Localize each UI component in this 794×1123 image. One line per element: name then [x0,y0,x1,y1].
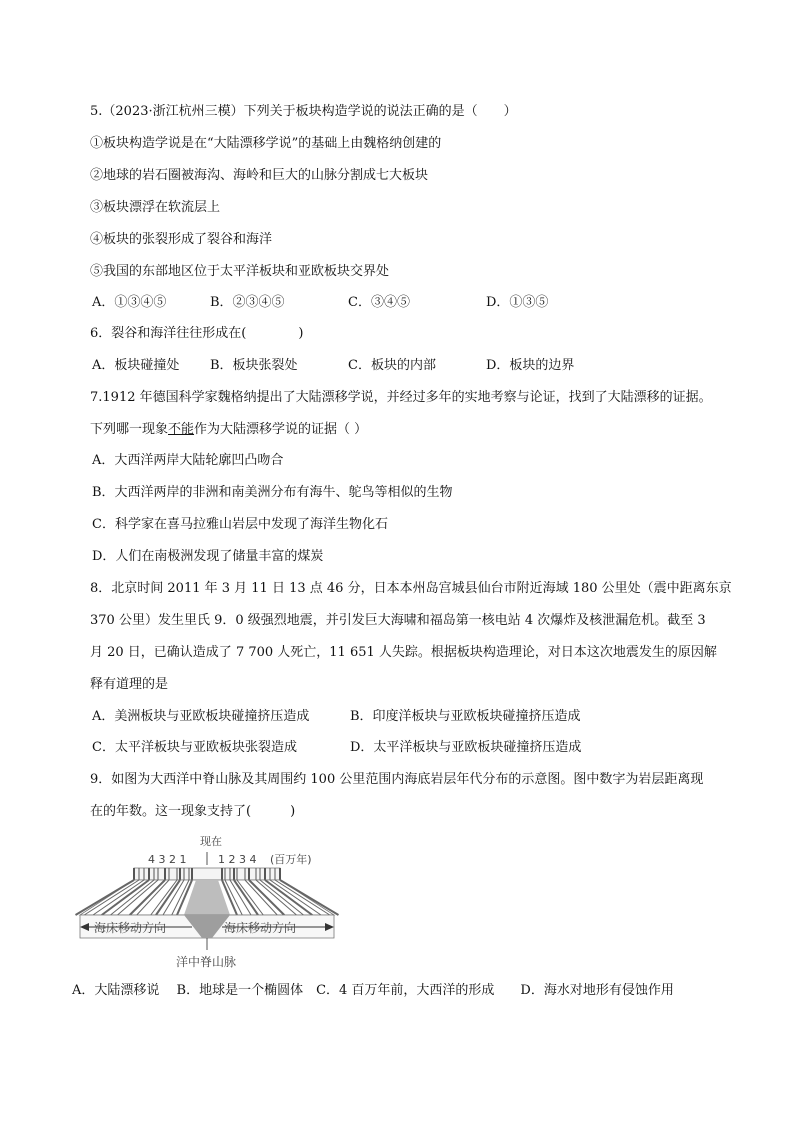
fig-block-top [134,868,280,880]
q7-option-d[interactable]: D．人们在南极洲发现了储量丰富的煤炭 [92,549,324,564]
q8-stem-line3: 月 20 日，已确认造成了 7 700 人死亡，11 651 人失踪。根据板块构造理论，对日本这次地震发生的原因解 [90,645,717,660]
q5-option-b[interactable]: B．②③④⑤ [210,295,285,310]
fig-ridge-label: 洋中脊山脉 [176,955,237,969]
q9-stem-line2: 在的年数。这一现象支持了( ) [90,804,296,819]
fig-unit-label: (百万年) [270,853,312,866]
q7-stem-line2: 下列哪一现象不能作为大陆漂移学说的证据（ ） [90,422,368,437]
fig-left-numbers: 4 3 2 1 [148,853,187,866]
q5-option-c[interactable]: C．③④⑤ [348,295,410,310]
q7-emphasis: 不能 [168,422,195,437]
q6-option-b[interactable]: B．板块张裂处 [210,358,298,373]
q6-stem: 6．裂谷和海洋往往形成在( ) [90,326,304,341]
q7-option-b[interactable]: B．大西洋两岸的非洲和南美洲分布有海牛、鸵鸟等相似的生物 [92,485,453,500]
q5-option-d[interactable]: D．①③⑤ [486,295,549,310]
q8-stem-line1: 8．北京时间 2011 年 3 月 11 日 13 点 46 分，日本本州岛宫城县仙台市附近海域 180 公里处（震中距离东京 [90,581,732,596]
q6-option-d[interactable]: D．板块的边界 [486,358,575,373]
fig-right-arrow-label: 海床移动方向 [224,921,297,935]
q5-option-a[interactable]: A．①③④⑤ [92,295,167,310]
q5-stem: 5.（2023·浙江杭州三模）下列关于板块构造学说的说法正确的是（ ） [90,104,517,119]
q5-item-4: ④板块的张裂形成了裂谷和海洋 [90,232,273,247]
q9-stem-line1: 9．如图为大西洋中脊山脉及其周围约 100 公里范围内海底岩层年代分布的示意图。图中数字为岩层距离现 [90,772,704,787]
fig-left-arrow-label: 海床移动方向 [94,921,167,935]
fig-right-numbers: 1 2 3 4 [218,853,257,866]
q5-item-2: ②地球的岩石圈被海沟、海岭和巨大的山脉分割成七大板块 [90,168,429,183]
q6-option-c[interactable]: C．板块的内部 [348,358,436,373]
q6-option-a[interactable]: A．板块碰撞处 [92,358,180,373]
q5-item-5: ⑤我国的东部地区位于太平洋板块和亚欧板块交界处 [90,264,390,279]
q7-option-c[interactable]: C．科学家在喜马拉雅山岩层中发现了海洋生物化石 [92,517,388,532]
mid-ocean-ridge-figure [72,830,342,975]
q5-item-1: ①板块构造学说是在“大陆漂移学说”的基础上由魏格纳创建的 [90,136,442,151]
q5-item-3: ③板块漂浮在软流层上 [90,200,221,215]
q8-stem-line2: 370 公里）发生里氏 9．0 级强烈地震，并引发巨大海啸和福岛第一核电站 4 次爆炸及核泄漏危机。截至 3 [90,613,706,628]
q8-option-d[interactable]: D．太平洋板块与亚欧板块碰撞挤压造成 [350,740,582,755]
q7-stem-line1: 7.1912 年德国科学家魏格纳提出了大陆漂移学说，并经过多年的实地考察与论证，找到了大陆漂移的证据。 [90,390,712,405]
q8-option-b[interactable]: B．印度洋板块与亚欧板块碰撞挤压造成 [350,709,581,724]
q9-options[interactable]: A．大陆漂移说 B．地球是一个椭圆体 C．4 百万年前，大西洋的形成 D．海水对地形有侵蚀作用 [72,983,674,998]
q8-stem-line4: 释有道理的是 [90,677,169,692]
q8-option-a[interactable]: A．美洲板块与亚欧板块碰撞挤压造成 [92,709,310,724]
q7-option-a[interactable]: A．大西洋两岸大陆轮廓凹凸吻合 [92,453,284,468]
q8-option-c[interactable]: C．太平洋板块与亚欧板块张裂造成 [92,740,297,755]
fig-now-label: 现在 [200,835,222,848]
